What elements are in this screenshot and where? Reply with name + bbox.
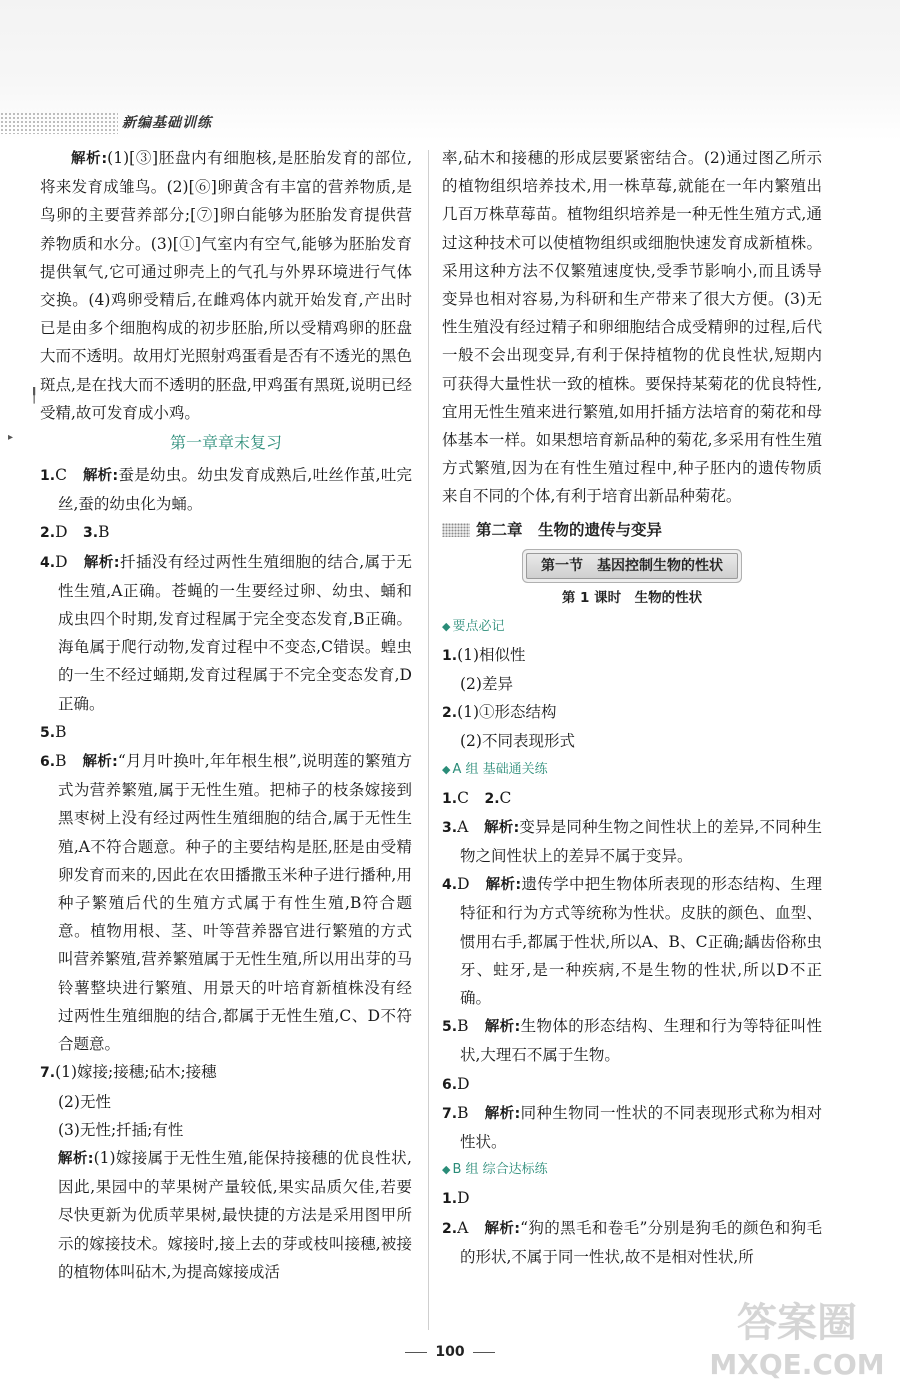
diamond-icon: ◆ bbox=[442, 762, 451, 776]
answer-item-1: 1.C 解析:蚕是幼虫。幼虫发育成熟后,吐丝作茧,吐完丝,蚕的幼虫化为蛹。 bbox=[40, 466, 412, 514]
lesson-title: 第 1 课时 生物的性状 bbox=[561, 589, 703, 606]
left-column bbox=[40, 144, 412, 1286]
section-title-review: 第一章章末复习 bbox=[169, 433, 282, 453]
tag-group-a: ◆ A 组 基础通关练 bbox=[442, 761, 548, 777]
chapter-title: 第二章 生物的遗传与变异 bbox=[476, 520, 663, 539]
right-column bbox=[442, 144, 822, 1271]
answer-item-5: 5.B bbox=[40, 722, 67, 741]
answer-item-7-part3: (3)无性;扦插;有性 bbox=[58, 1120, 184, 1139]
key-item-2: 2.(1)①形态结构 bbox=[442, 703, 557, 722]
tag-key-points: ◆ 要点必记 bbox=[442, 618, 505, 634]
watermark-line1: 答案圈 bbox=[737, 1300, 857, 1346]
key-item-2-part2: (2)不同表现形式 bbox=[460, 732, 575, 751]
a-item-1-2: 1.C 2.C bbox=[442, 788, 512, 807]
a-item-6: 6.D bbox=[442, 1074, 470, 1093]
margin-dot: ▸ bbox=[8, 432, 14, 443]
key-item-1: 1.(1)相似性 bbox=[442, 645, 526, 664]
answer-item-6: 6.B 解析:“月月叶换叶,年年根生根”,说明莲的繁殖方式为营养繁殖,属于无性生殖。把柿子的枝条嫁接到黑枣树上没有经过两性生殖细胞的结合,属于无性生殖,A不符合题意。种子的主要结构是胚,胚是由受精卵发育而来的,因此在农田播撒玉米种子进行播种,用种子繁殖后代的生殖方式属于有性生殖,B符合题意。植物用根、茎、叶等营养器官进行繁殖的方式叫营养繁殖,营养繁殖属于无性生殖,所以用出芽的马铃薯整块进行繁殖、用景天的叶培育新植株没有经过两性生殖细胞的结合,都属于无性生殖,C、D不符合题意。 bbox=[40, 752, 412, 1054]
answer-item-7: 7.(1)嫁接;接穗;砧木;接穗 bbox=[40, 1063, 217, 1082]
answer-item-7-part2: (2)无性 bbox=[58, 1092, 111, 1111]
b-item-1: 1.D bbox=[442, 1189, 470, 1208]
a-item-3: 3.A 解析:变异是同种生物之间性状上的差异,不同种生物之间性状上的差异不属于变异。 bbox=[442, 817, 822, 866]
page-number: 100 bbox=[0, 1344, 900, 1360]
margin-mark: ╿ bbox=[30, 388, 39, 404]
watermark-line2: MXQE.COM bbox=[709, 1348, 885, 1381]
a-item-7: 7.B 解析:同种生物同一性状的不同表现形式称为相对性状。 bbox=[442, 1103, 822, 1152]
chapter-heading bbox=[442, 515, 822, 545]
intro-analysis: 解析:(1)[③]胚盘内有细胞核,是胚胎发育的部位,将来发育成雏鸟。(2)[⑥]卵黄含有丰富的营养物质,是鸟卵的主要营养部分;[⑦]卵白能够为胚胎发育提供营养物质和水分。(3)[①]气室内有空气,能够为胚胎发育提供氧气,它可通过卵壳上的气孔与外界环境进行气体交换。(4)鸡卵受精后,在雌鸡体内就开始发育,产出时已是由多个细胞构成的初步胚胎,所以受精鸡卵的胚盘大而不透明。故用灯光照射鸡蛋看是否有不透光的黑色斑点,是在找大而不透明的胚盘,甲鸡蛋有黑斑,说明已经受精,故可发育成小鸡。 bbox=[40, 149, 413, 422]
chapter-dot-pattern bbox=[442, 523, 470, 537]
answer-item-4: 4.D 解析:扦插没有经过两性生殖细胞的结合,属于无性生殖,A正确。苍蝇的一生要经过卵、幼虫、蛹和成虫四个时期,发育过程属于完全变态发育,B正确。海龟属于爬行动物,发育过程中不变态,C错误。蝗虫的一生不经过蛹期,发育过程属于不完全变态发育,D正确。 bbox=[40, 552, 412, 713]
b-item-2: 2.A 解析:“狗的黑毛和卷毛”分别是狗毛的颜色和狗毛的形状,不属于同一性状,故不是相对性状,所 bbox=[442, 1218, 822, 1266]
key-item-1-part2: (2)差异 bbox=[460, 675, 513, 694]
diamond-icon: ◆ bbox=[442, 619, 451, 633]
section-box-title: 第一节 基因控制生物的性状 bbox=[526, 553, 738, 579]
a-item-5: 5.B 解析:生物体的形态结构、生理和行为等特征叫性状,大理石不属于生物。 bbox=[442, 1017, 822, 1065]
a-item-4: 4.D 解析:遗传学中把生物体所表现的形态结构、生理特征和行为方式等统称为性状。皮肤的颜色、血型、惯用右手,都属于性状,所以A、B、C正确;龋齿俗称虫牙、蛀牙,是一种疾病,不是生物的性状,所以D不正确。 bbox=[442, 875, 822, 1008]
watermark-logo bbox=[700, 1288, 895, 1383]
tag-group-b: ◆ B 组 综合达标练 bbox=[442, 1162, 548, 1178]
answer-item-2-3: 2.D 3.B bbox=[40, 523, 110, 542]
continued-analysis: 率,砧木和接穗的形成层要紧密结合。(2)通过图乙所示的植物组织培养技术,用一株草莓,就能在一年内繁殖出几百万株草莓苗。植物组织培养是一种无性生殖方式,通过这种技术可以使植物组织或细胞快速发育成新植株。采用这种方法不仅繁殖速度快,受季节影响小,而且诱导变异也相对容易,为科研和生产带来了很大方便。(3)无性生殖没有经过精子和卵细胞结合成受精卵的过程,后代一般不会出现变异,有利于保持植物的优良性状,短期内可获得大量性状一致的植株。要保持某菊花的优良特性,宜用无性生殖来进行繁殖,如用扦插方法培育的菊花和母体基本一样。如果想培育新品种的菊花,多采用有性生殖方式繁殖,因为在有性生殖过程中,种子胚内的遗传物质来自不同的个体,有利于培育出新品种菊花。 bbox=[442, 149, 822, 506]
diamond-icon: ◆ bbox=[442, 1163, 451, 1177]
answer-item-7-analysis: 解析:(1)嫁接属于无性生殖,能保持接穗的优良性状,因此,果园中的苹果树产量较低,果实品质欠佳,若要尽快更新为优质苹果树,最快捷的方法是采用图甲所示的嫁接技术。嫁接时,接上去的芽或枝叫接穗,被接的植物体叫砧木,为提高嫁接成活 bbox=[58, 1148, 412, 1281]
column-divider bbox=[428, 150, 429, 1330]
section-heading bbox=[442, 551, 822, 579]
book-title: 新编基础训练 bbox=[122, 115, 212, 131]
header-dot-pattern bbox=[0, 112, 118, 134]
